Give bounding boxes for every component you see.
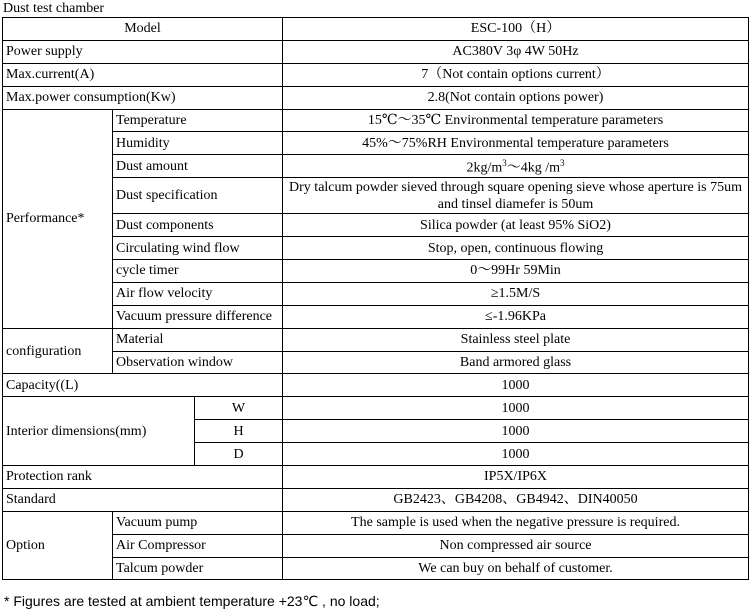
current-value: 7（Not contain options current） [283, 63, 749, 86]
talcum-powder-label: Talcum powder [113, 557, 283, 580]
capacity-value: 1000 [283, 374, 749, 397]
wind-flow-value: Stop, open, continuous flowing [283, 237, 749, 260]
table-row-model [3, 18, 749, 41]
table-row-power [3, 40, 749, 63]
dust-components-label: Dust components [113, 214, 283, 237]
air-velocity-label: Air flow velocity [113, 282, 283, 305]
talcum-powder-value: We can buy on behalf of customer. [283, 557, 749, 580]
observation-window-value: Band armored glass [283, 351, 749, 374]
table-row-configuration-window [3, 351, 749, 374]
air-compressor-value: Non compressed air source [283, 534, 749, 557]
table-row-performance-wind-flow [3, 237, 749, 260]
observation-window-label: Observation window [113, 351, 283, 374]
consumption-value: 2.8(Not contain options power) [283, 86, 749, 109]
vacuum-pump-label: Vacuum pump [113, 511, 283, 534]
table-row-protection [3, 466, 749, 489]
table-row-option-air-compressor [3, 534, 749, 557]
table-row-performance-dust-specification [3, 178, 749, 214]
power-label: Power supply [3, 40, 283, 63]
table-row-standard [3, 488, 749, 511]
document-title: Dust test chamber [3, 1, 105, 16]
table-row-consumption [3, 86, 749, 109]
table-row-capacity [3, 374, 749, 397]
humidity-value: 45%～75%RH Environmental temperature parameters [283, 132, 749, 155]
dust-amount-max: ～4kg /m [506, 161, 561, 177]
performance-label: Performance* [3, 109, 113, 328]
table-row-option-vacuum-pump [3, 511, 749, 534]
standard-value: GB2423、GB4208、GB4942、DIN40050 [283, 488, 749, 511]
table-row-performance-dust-amount [3, 155, 749, 178]
table-row-current [3, 63, 749, 86]
table-row-configuration-material [3, 328, 749, 351]
interior-w-value: 1000 [283, 397, 749, 420]
interior-h-label: H [195, 420, 283, 443]
dust-amount-min: 2kg/m [466, 161, 503, 177]
cycle-timer-label: cycle timer [113, 260, 283, 283]
current-label: Max.current(A) [3, 63, 283, 86]
dust-amount-max-exponent: 3 [560, 158, 565, 169]
dust-amount-label: Dust amount [113, 155, 283, 178]
air-compressor-label: Air Compressor [113, 534, 283, 557]
option-label: Option [3, 511, 113, 580]
temperature-value: 15℃～35℃ Environmental temperature parameters [283, 109, 749, 132]
configuration-label: configuration [3, 328, 113, 374]
interior-w-label: W [195, 397, 283, 420]
table-row-performance-temperature [3, 109, 749, 132]
interior-h-value: 1000 [283, 420, 749, 443]
power-value: AC380V 3φ 4W 50Hz [283, 40, 749, 63]
dust-amount-value [283, 155, 749, 178]
wind-flow-label: Circulating wind flow [113, 237, 283, 260]
table-row-performance-humidity [3, 132, 749, 155]
protection-label: Protection rank [3, 466, 283, 489]
standard-label: Standard [3, 488, 283, 511]
humidity-label: Humidity [113, 132, 283, 155]
interior-dimensions-label: Interior dimensions(mm) [3, 397, 195, 466]
dust-specification-value: Dry talcum powder sieved through square opening sieve whose aperture is 75um and tinsel diamefer is 50um [283, 178, 749, 214]
spec-table [2, 17, 749, 580]
cycle-timer-value: 0～99Hr 59Min [283, 260, 749, 283]
dust-specification-label: Dust specification [113, 178, 283, 214]
table-row-performance-cycle-timer [3, 260, 749, 283]
interior-d-label: D [195, 443, 283, 466]
air-velocity-value: ≥1.5M/S [283, 282, 749, 305]
table-row-interior-w [3, 397, 749, 420]
vacuum-pressure-value: ≤-1.96KPa [283, 305, 749, 328]
vacuum-pressure-label: Vacuum pressure difference [113, 305, 283, 328]
dust-amount-min-exponent: 3 [502, 158, 507, 169]
model-value: ESC-100（H） [283, 18, 749, 41]
material-value: Stainless steel plate [283, 328, 749, 351]
temperature-label: Temperature [113, 109, 283, 132]
capacity-label: Capacity((L) [3, 374, 283, 397]
protection-value: IP5X/IP6X [283, 466, 749, 489]
table-row-performance-dust-components [3, 214, 749, 237]
table-row-performance-vacuum-pressure [3, 305, 749, 328]
vacuum-pump-value: The sample is used when the negative pressure is required. [283, 511, 749, 534]
table-row-performance-air-velocity [3, 282, 749, 305]
dust-components-value: Silica powder (at least 95% SiO2) [283, 214, 749, 237]
consumption-label: Max.power consumption(Kw) [3, 86, 283, 109]
interior-d-value: 1000 [283, 443, 749, 466]
footnote: * Figures are tested at ambient temperature +23℃ , no load; [4, 593, 380, 609]
material-label: Material [113, 328, 283, 351]
model-label: Model [3, 18, 283, 41]
table-row-option-talcum-powder [3, 557, 749, 580]
